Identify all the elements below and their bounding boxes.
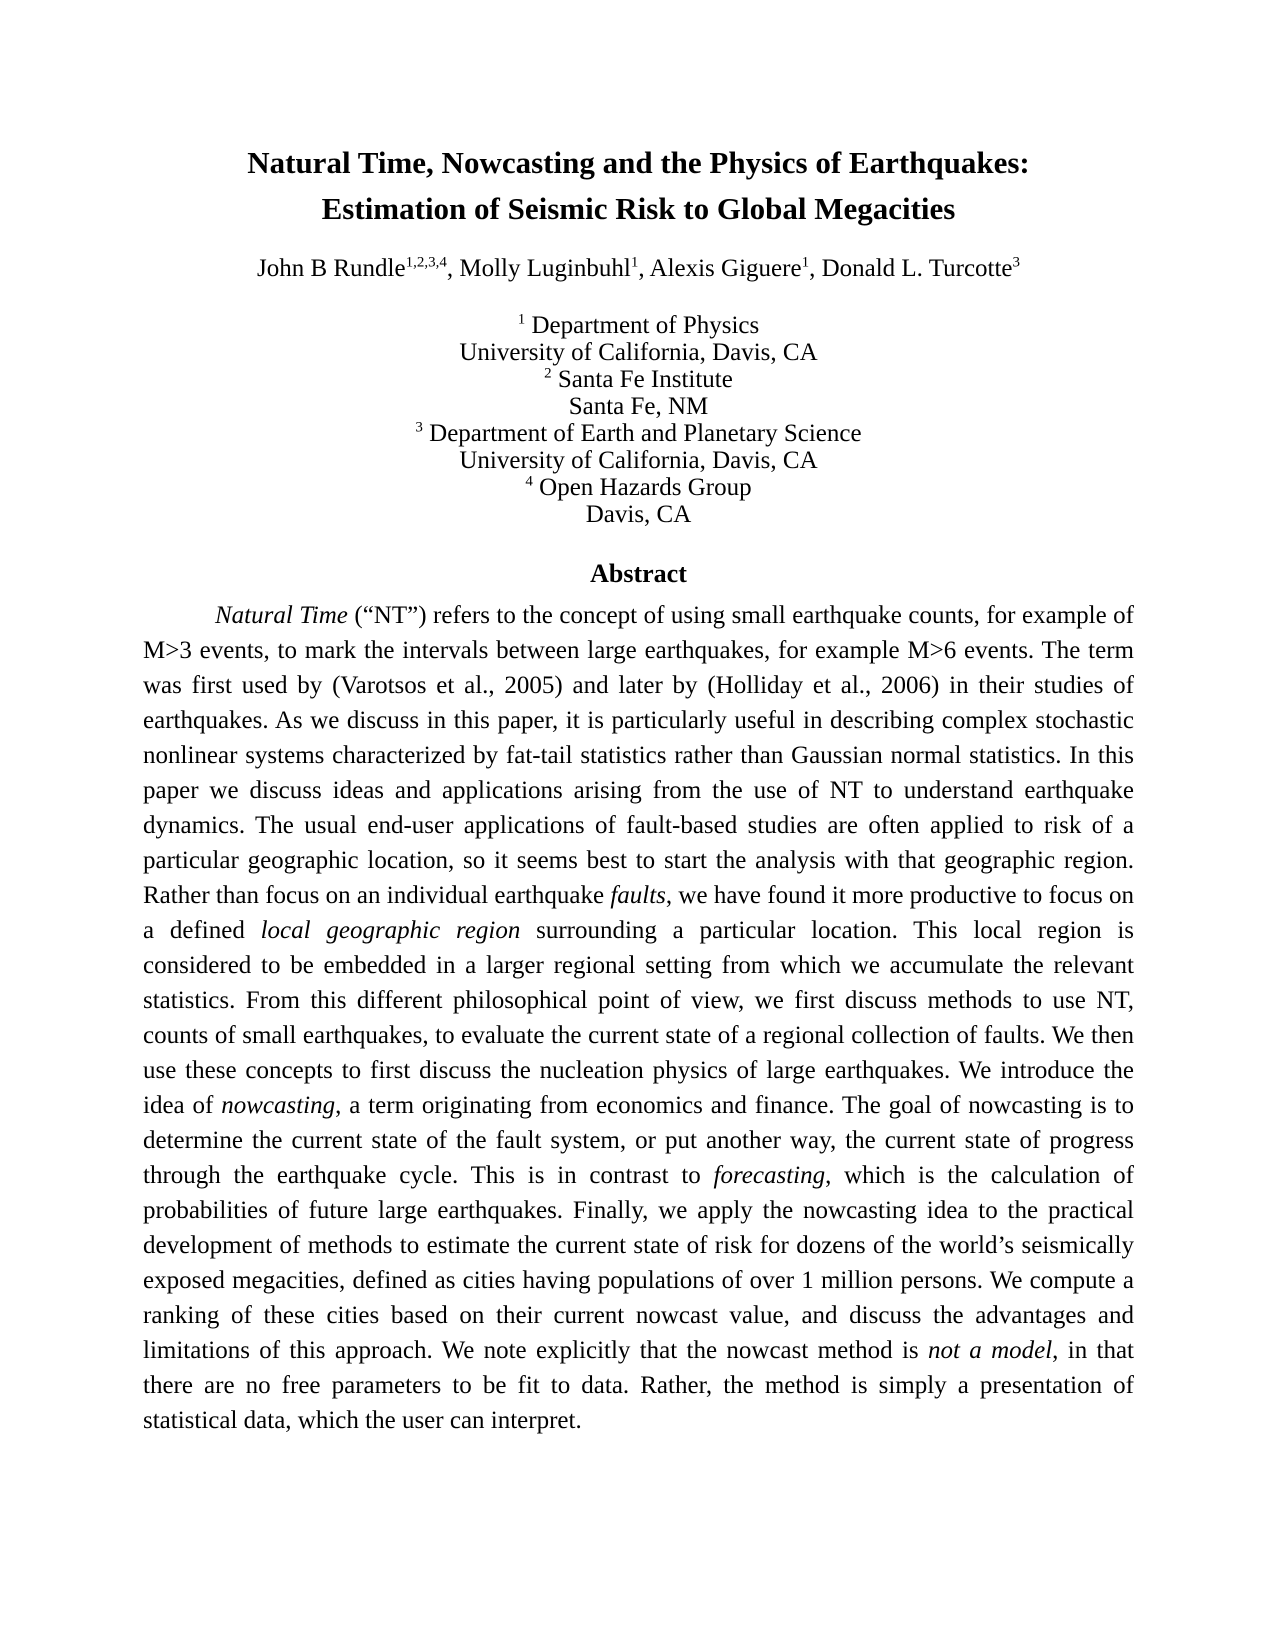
affiliation-line <box>143 393 1134 420</box>
affiliation-sup: 4 <box>525 473 533 490</box>
affiliation-line <box>143 474 1134 501</box>
affiliation-sup: 2 <box>544 365 552 382</box>
abstract-paragraph <box>143 598 1134 1438</box>
title-line-1: Natural Time, Nowcasting and the Physics of Earthquakes: <box>247 145 1030 180</box>
abstract-segment: not a model <box>927 1337 1053 1364</box>
paper-title <box>143 140 1134 232</box>
author-1-name: , Molly Luginbuhl <box>446 255 631 282</box>
affiliation-text: University of California, Davis, CA <box>459 339 818 366</box>
author-2-affiliation-sup: 1 <box>801 254 810 271</box>
abstract-segment: nowcasting <box>221 1092 336 1119</box>
abstract-segment: (“NT”) refers to the concept of using small earthquake counts, for example of M>3 events, to mark the intervals between large earthquakes, for example M>6 events. The term was first used by (Varotsos et al., 2005) and later by (Holliday et al., 2006) in their studies of earthquakes. As we discuss in this paper, it is particularly useful in describing complex stochastic nonlinear systems characterized by fat-tail statistics rather than Gaussian normal statistics. In this paper we discuss ideas and applications arising from the use of NT to understand earthquake dynamics. The usual end-user applications of fault-based studies are often applied to risk of a particular geographic location, so it seems best to start the analysis with that geographic region. Rather than focus on an individual earthquake <box>143 602 1134 909</box>
author-0-affiliation-sup: 1,2,3,4 <box>405 254 447 271</box>
abstract-segment: forecasting <box>713 1162 826 1189</box>
affiliation-sup: 1 <box>517 311 526 328</box>
author-1-affiliation-sup: 1 <box>630 254 639 271</box>
abstract-segment: , in that there are no free parameters to be fit to data. Rather, the method is simply a presentation of statistical data, which the user can interpret. <box>143 1337 1135 1434</box>
affiliation-text: Santa Fe Institute <box>557 366 733 393</box>
abstract-segment: , which is the calculation of probabilities of future large earthquakes. Finally, we apply the nowcasting idea to the practical development of methods to estimate the current state of risk for dozens of the world’s seismically exposed megacities, defined as cities having populations of over 1 million persons. We compute a ranking of these cities based on their current nowcast value, and discuss the advantages and limitations of this approach. We note explicitly that the nowcast method is <box>143 1162 1134 1364</box>
affiliation-sup: 3 <box>415 419 423 436</box>
affiliation-line <box>143 447 1134 474</box>
affiliation-text: Santa Fe, NM <box>568 393 709 420</box>
abstract-segment: faults <box>610 882 666 909</box>
affiliations-block <box>143 312 1134 528</box>
affiliation-line <box>143 366 1134 393</box>
abstract-heading: Abstract <box>590 559 687 588</box>
affiliation-line <box>143 339 1134 366</box>
author-0-name: John B Rundle <box>256 255 406 282</box>
author-3-affiliation-sup: 3 <box>1012 254 1021 271</box>
abstract-segment: local geographic region <box>260 917 521 944</box>
affiliation-text: University of California, Davis, CA <box>459 447 818 474</box>
abstract-segment: Natural Time <box>215 602 348 629</box>
abstract-segment: surrounding a particular location. This local region is considered to be embedded in a larger regional setting from which we accumulate the relevant statistics. From this different philosophical point of view, we first discuss methods to use NT, counts of small earthquakes, to evaluate the current state of a regional collection of faults. We then use these concepts to first discuss the nucleation physics of large earthquakes. We introduce the idea of <box>143 917 1135 1119</box>
author-3-name: , Donald L. Turcotte <box>809 255 1013 282</box>
author-2-name: , Alexis Giguere <box>638 255 802 282</box>
abstract-segment: , a term originating from economics and finance. The goal of nowcasting is to determine the current state of the fault system, or put another way, the current state of progress through the earthquake cycle. This is in contrast to <box>143 1092 1135 1189</box>
affiliation-text: Department of Physics <box>531 312 760 339</box>
author-line <box>143 254 1134 284</box>
affiliation-text: Department of Earth and Planetary Science <box>429 420 862 447</box>
affiliation-line <box>143 501 1134 528</box>
affiliation-text: Davis, CA <box>585 501 692 528</box>
affiliation-line <box>143 312 1134 339</box>
abstract-segment: , we have found it more productive to focus on a defined <box>143 882 1134 944</box>
affiliation-line <box>143 420 1134 447</box>
affiliation-text: Open Hazards Group <box>539 474 752 501</box>
title-line-2: Estimation of Seismic Risk to Global Megacities <box>321 191 956 226</box>
